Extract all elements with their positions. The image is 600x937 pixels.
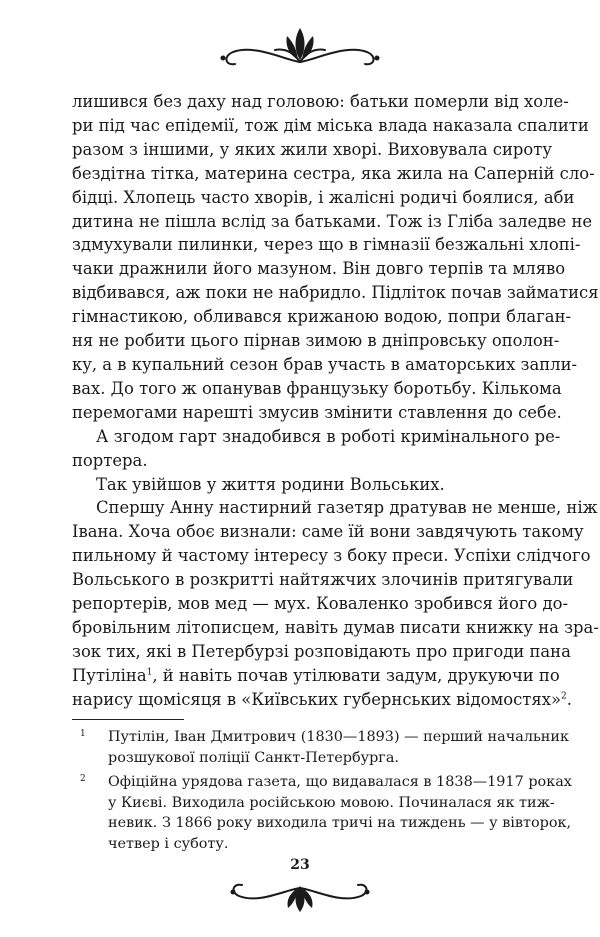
body-text	[72, 90, 599, 712]
text-line: гімнастикою, обливався крижаною водою, попри благан-	[72, 307, 572, 327]
page-number: 23	[290, 857, 310, 873]
text-line: пильному й частому інтересу з боку преси. Успіхи слідчого	[72, 546, 591, 566]
text-line: зок тих, які в Петербурзі розповідають про пригоди пана	[72, 641, 571, 661]
footnote-line: розшукової поліції Санкт-Петербурга.	[108, 749, 399, 766]
newspaper-text: нарису щомісяця в «Київських губернських відомостях»	[72, 689, 561, 709]
text-line: репортерів, мов мед — мух. Коваленко зробився його до-	[72, 594, 569, 614]
footnote-number: 2	[80, 774, 86, 784]
paragraph-4	[72, 496, 599, 711]
footnote-1	[72, 727, 569, 768]
bottom-ornament	[0, 880, 600, 916]
paragraph-2	[72, 425, 561, 473]
text-line: чаки дражнили його мазуном. Він довго терпів та мляво	[72, 259, 566, 279]
footnotes	[72, 727, 572, 858]
footnote-ref-2[interactable]: 2	[560, 691, 567, 702]
footnote-divider	[72, 719, 184, 720]
text-line: портера.	[72, 450, 148, 470]
paragraph-3	[72, 473, 530, 497]
footnote-number: 1	[80, 729, 86, 739]
text-line: відбивався, аж поки не набридло. Підліток почав займатися	[72, 283, 599, 303]
line-end: .	[566, 689, 572, 709]
top-ornament	[0, 22, 600, 68]
text-line: А згодом гарт знадобився в роботі кримінального ре-	[96, 426, 561, 446]
text-line	[72, 664, 560, 688]
text-line: Спершу Анну настирний газетяр дратував не менше, ніж	[96, 498, 598, 518]
text-line: лишився без даху над головою: батьки померли від холе-	[72, 92, 569, 111]
flourish-icon	[215, 22, 385, 68]
footnote-line: Путілін, Іван Дмитрович (1830—1893) — перший начальник	[108, 729, 569, 745]
text-line: Вольського в розкритті найтяжчих злочинів притягували	[72, 570, 574, 590]
footnote-ref-1[interactable]: 1	[146, 667, 153, 678]
footnote-line: у Києві. Виходила російською мовою. Починалася як тиж-	[108, 794, 555, 811]
footnote-line: Офіційна урядова газета, що видавалася в 1838—1917 роках	[108, 774, 572, 790]
paragraph-1	[72, 90, 599, 425]
text-line	[72, 688, 572, 712]
text-line: бідці. Хлопець часто хворів, і жалісні родичі боялися, аби	[72, 187, 575, 207]
text-line: ри під час епідемії, тож дім міська влада наказала спалити	[72, 115, 589, 135]
flourish-icon	[225, 880, 375, 916]
putilin-text: Путіліна	[72, 665, 147, 685]
text-line: разом з іншими, у яких жили хворі. Виховувала сироту	[72, 139, 552, 159]
text-line: дитина не пішла вслід за батьками. Тож із Гліба заледве не	[72, 211, 593, 231]
line-continuation: , й навіть почав утілювати задум, друкуючи по	[152, 665, 560, 685]
text-line: Так увійшов у життя родини Вольських.	[96, 474, 445, 494]
text-line: Івана. Хоча обоє визнали: саме їй вони завдячують такому	[72, 522, 584, 542]
text-line: перемогами нарешті змусив змінити ставлення до себе.	[72, 402, 562, 422]
footnote-line: четвер і суботу.	[108, 835, 229, 852]
text-line: бездітна тітка, материна сестра, яка жила на Саперній сло-	[72, 163, 595, 183]
footnote-2	[72, 772, 572, 854]
text-line: вах. До того ж опанував французьку боротьбу. Кількома	[72, 378, 562, 398]
text-line: ку, а в купальний сезон брав участь в аматорських запли-	[72, 354, 578, 374]
text-line: ня не робити цього пірнав зимою в дніпровську ополон-	[72, 331, 560, 351]
footnote-line: невик. З 1866 року виходила тричі на тиждень — у вівторок,	[108, 815, 572, 831]
text-line: бровільним літописцем, навіть думав писати книжку на зра-	[72, 617, 599, 637]
text-line: здмухували пилинки, через що в гімназії безжальні хлопі-	[72, 235, 581, 255]
